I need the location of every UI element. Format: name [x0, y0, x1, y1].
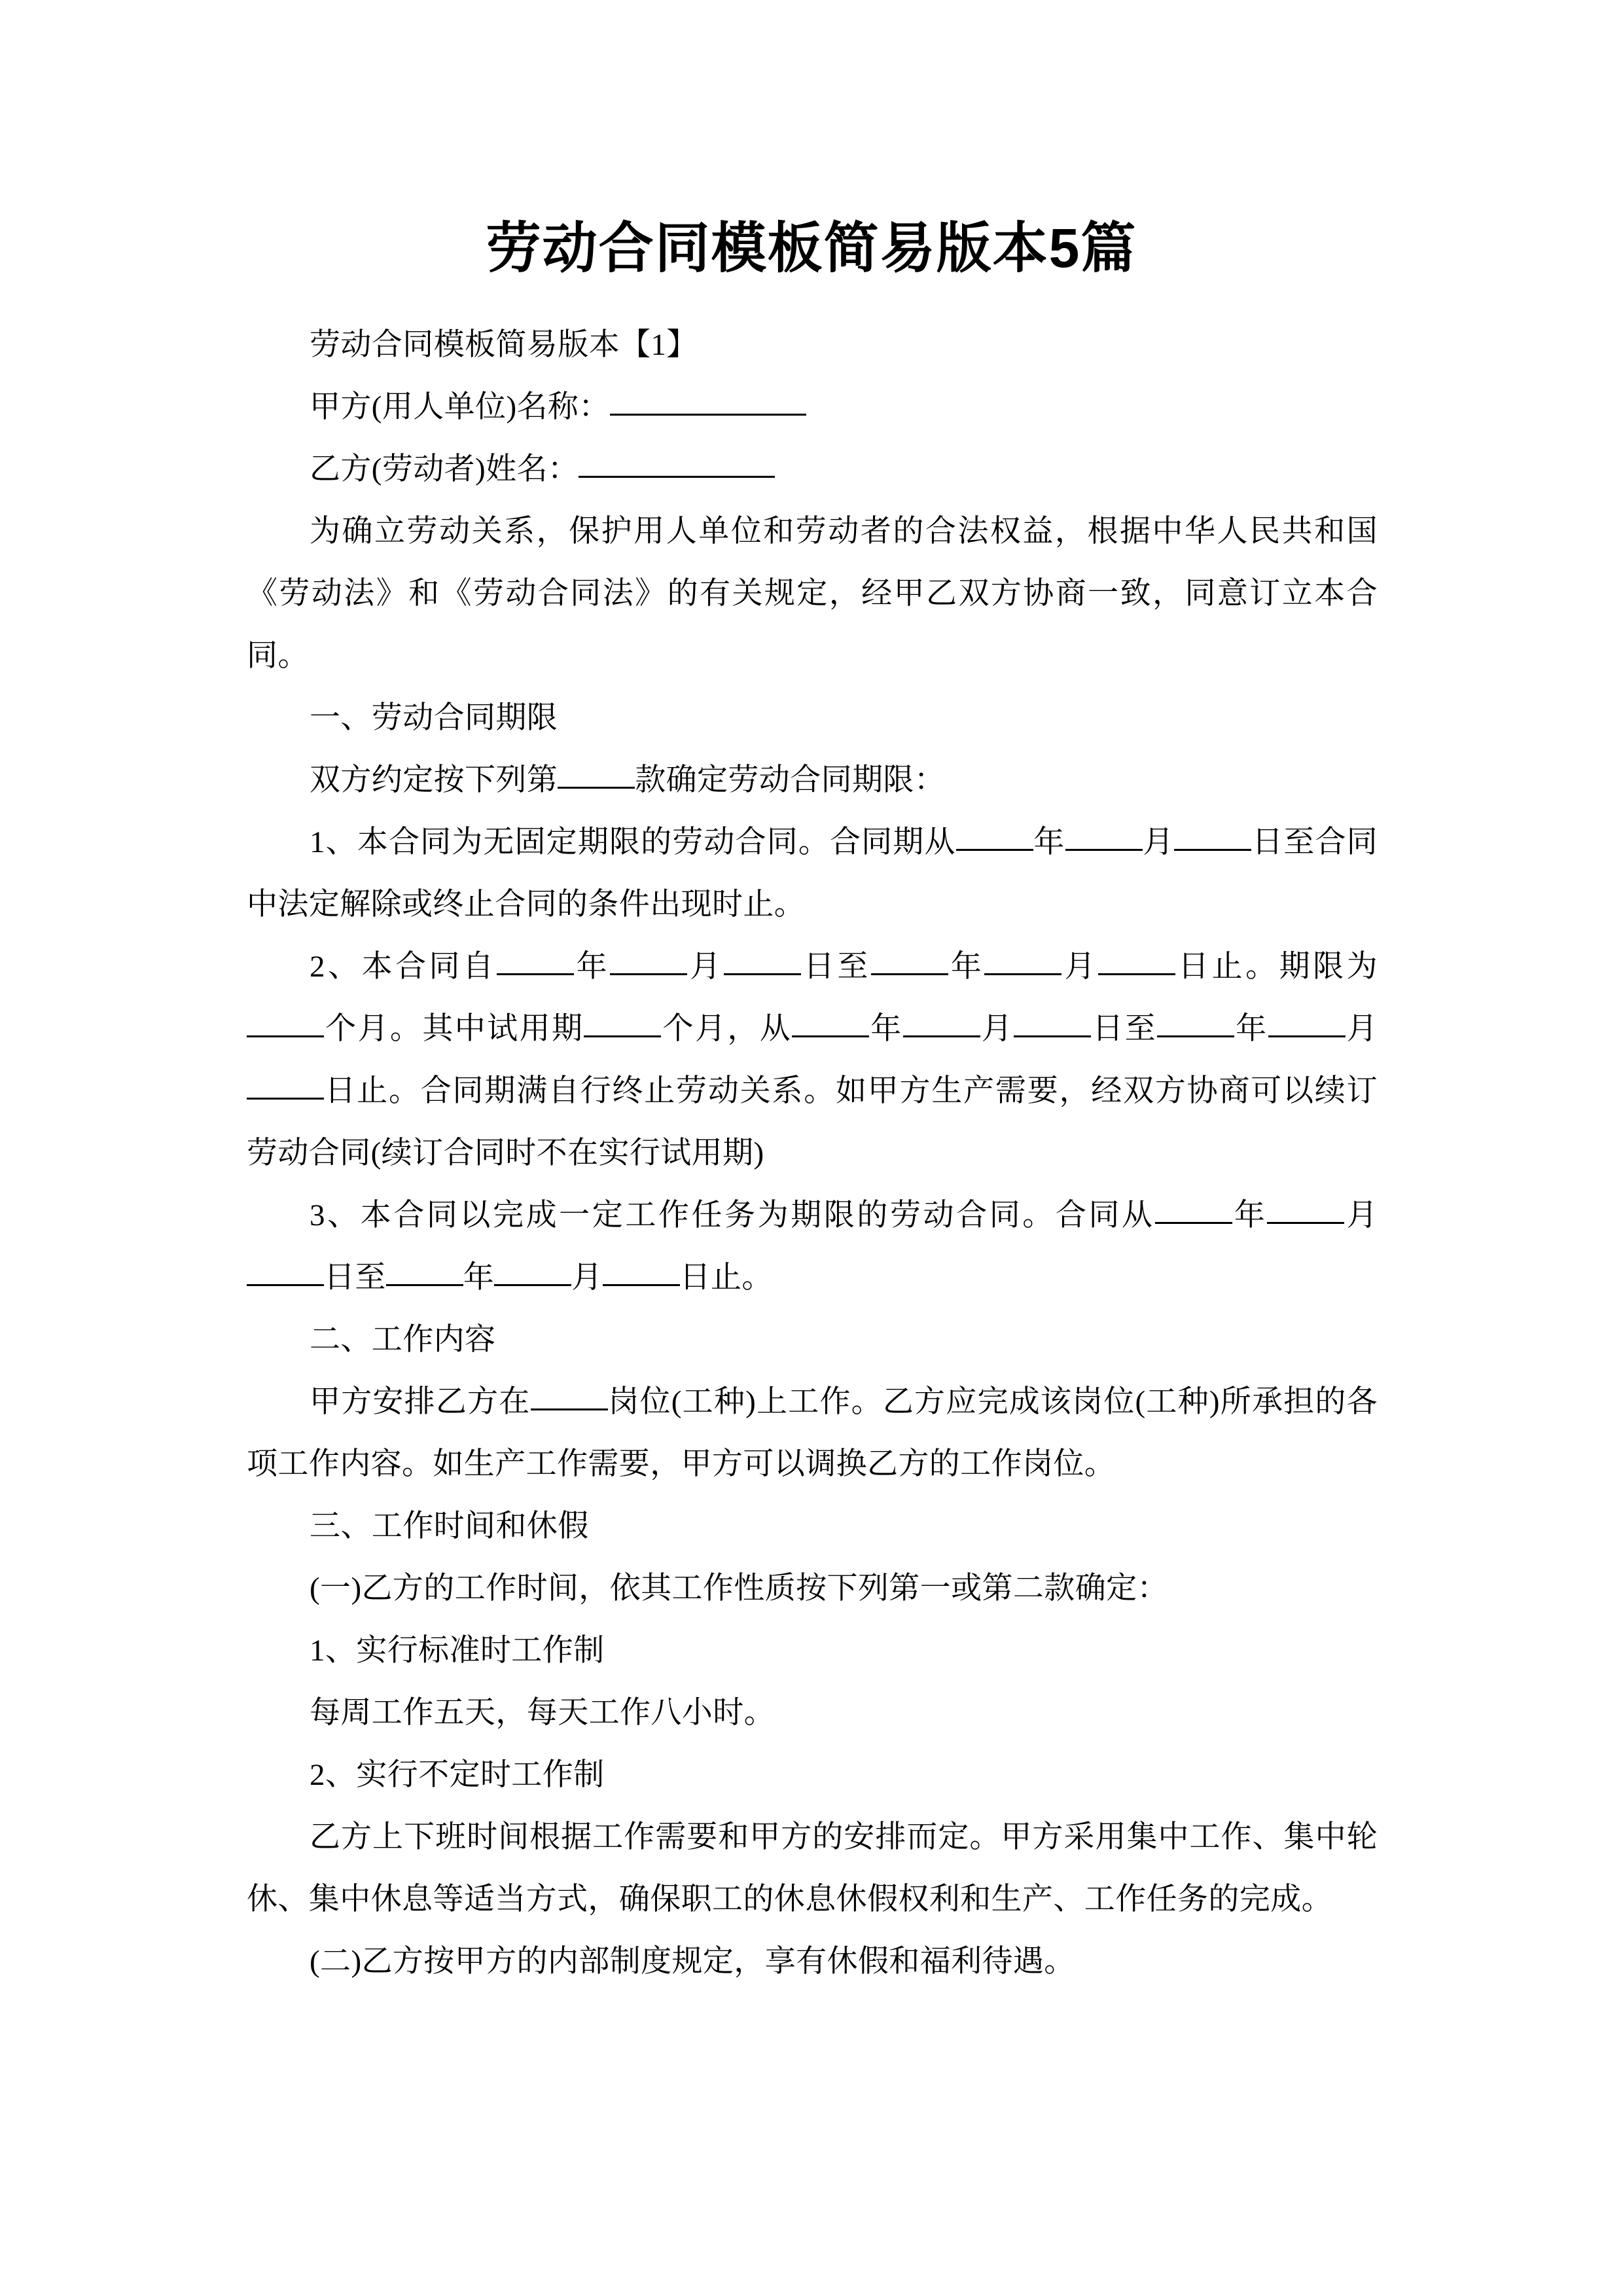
section-2-text-b: 岗位(工种)上工作。乙方应完成该岗位(工种)所承担的各项工作内容。如生产工作需要，甲方可以调换乙方的工作岗位。: [247, 1385, 1378, 1481]
party-a-label: 甲方(用人单位)名称：: [310, 390, 610, 424]
item2-day3-label: 日至: [1091, 1012, 1158, 1046]
term-item-1: [247, 812, 1378, 936]
section-1-lead-text-a: 双方约定按下列第: [310, 763, 558, 797]
item3-year1-blank[interactable]: [1155, 1222, 1232, 1224]
document-body: [247, 314, 1378, 1993]
party-b-blank[interactable]: [579, 476, 775, 478]
item1-year-label: 年: [1033, 825, 1065, 859]
item2-month3-label: 月: [980, 1012, 1014, 1046]
term-item-3-text-a: 3、本合同以完成一定工作任务为期限的劳动合同。合同从: [310, 1198, 1155, 1232]
item3-year2-label: 年: [463, 1261, 495, 1295]
item1-month-blank[interactable]: [1065, 849, 1143, 851]
item2-day2-label: 日止。期限为: [1175, 950, 1378, 984]
item2-months-label: 个月。其中试用期: [324, 1012, 584, 1046]
item1-day-blank[interactable]: [1174, 849, 1251, 851]
item2-month1-blank[interactable]: [610, 973, 687, 975]
item2-day4-blank[interactable]: [247, 1098, 324, 1100]
party-b-line: [247, 439, 1378, 501]
term-item-1-text-a: 1、本合同为无固定期限的劳动合同。合同期从: [310, 825, 956, 859]
item2-probation-label: 个月，从: [661, 1012, 793, 1046]
item3-year1-label: 年: [1232, 1198, 1268, 1232]
section-3-title: 三、工作时间和休假: [310, 1509, 589, 1543]
section-2-title: 二、工作内容: [310, 1323, 496, 1357]
item3-month2-blank[interactable]: [494, 1284, 571, 1286]
item1-month-label: 月: [1142, 825, 1175, 859]
party-a-blank[interactable]: [610, 414, 806, 416]
item3-month1-blank[interactable]: [1267, 1222, 1344, 1224]
item2-day3-blank[interactable]: [1014, 1035, 1091, 1037]
item2-year4-label: 年: [1234, 1012, 1268, 1046]
item1-day-label: 日: [1251, 825, 1284, 859]
section-1-lead-text-b: 款确定劳动合同期限：: [635, 763, 946, 797]
term-item-1-tail: 至合同中法定解除或终止合同的条件出现时止。: [247, 825, 1378, 922]
heading-template-1: 劳动合同模板简易版本【1】: [310, 328, 698, 362]
item3-month1-label: 月: [1344, 1198, 1378, 1232]
item2-year1-label: 年: [573, 950, 611, 984]
section-3-item-1-body: 每周工作五天，每天工作八小时。: [310, 1696, 775, 1730]
item2-year1-blank[interactable]: [497, 973, 574, 975]
item2-month2-blank[interactable]: [984, 973, 1061, 975]
section-3-item-1: 1、实行标准时工作制: [310, 1634, 605, 1668]
page-title: 劳动合同模板简易版本5篇: [486, 217, 1137, 279]
party-a-line: [247, 376, 1378, 439]
item2-month2-label: 月: [1061, 950, 1099, 984]
item2-year3-label: 年: [869, 1012, 903, 1046]
section-2-body: [247, 1371, 1378, 1496]
item2-month4-label: 月: [1345, 1012, 1378, 1046]
item3-month2-label: 月: [571, 1261, 603, 1295]
item3-day1-label: 日至: [324, 1261, 386, 1295]
item2-probation-blank[interactable]: [584, 1035, 661, 1037]
clause-number-blank[interactable]: [558, 787, 635, 789]
item2-day2-blank[interactable]: [1098, 973, 1175, 975]
item2-month1-label: 月: [687, 950, 724, 984]
item2-tail: 日止。合同期满自行终止劳动关系。如甲方生产需要，经双方协商可以续订劳动合同(续订合同时不在实行试用期): [247, 1074, 1378, 1170]
term-item-2-text-a: 2、本合同自: [310, 950, 497, 984]
item3-day2-blank[interactable]: [603, 1284, 680, 1286]
item2-day1-label: 日至: [800, 950, 871, 984]
section-3-sub-1: (一)乙方的工作时间，依其工作性质按下列第一或第二款确定：: [310, 1571, 1168, 1605]
item2-month4-blank[interactable]: [1268, 1035, 1346, 1037]
party-b-label: 乙方(劳动者)姓名：: [310, 452, 579, 486]
item2-duration-blank[interactable]: [247, 1035, 324, 1037]
preamble-paragraph: 为确立劳动关系，保护用人单位和劳动者的合法权益，根据中华人民共和国《劳动法》和《劳动合同法》的有关规定，经甲乙双方协商一致，同意订立本合同。: [247, 514, 1378, 673]
item1-year-blank[interactable]: [956, 849, 1033, 851]
item2-year3-blank[interactable]: [792, 1035, 869, 1037]
item2-year4-blank[interactable]: [1157, 1035, 1234, 1037]
term-item-2: [247, 936, 1378, 1185]
item2-year2-blank[interactable]: [871, 973, 948, 975]
item2-year2-label: 年: [948, 950, 985, 984]
section-1-lead: [247, 749, 1378, 812]
term-item-3: [247, 1185, 1378, 1309]
section-3-sub-2: (二)乙方按甲方的内部制度规定，享有休假和福利待遇。: [310, 1945, 1075, 1979]
section-1-title: 一、劳动合同期限: [310, 701, 558, 735]
item3-day1-blank[interactable]: [247, 1284, 324, 1286]
section-2-text-a: 甲方安排乙方在: [310, 1385, 531, 1419]
item2-day1-blank[interactable]: [724, 973, 801, 975]
section-3-item-2-body: 乙方上下班时间根据工作需要和甲方的安排而定。甲方采用集中工作、集中轮休、集中休息等适当方式，确保职工的休息休假权利和生产、工作任务的完成。: [247, 1820, 1378, 1916]
item2-month3-blank[interactable]: [903, 1035, 980, 1037]
item3-year2-blank[interactable]: [386, 1284, 463, 1286]
section-3-item-2: 2、实行不定时工作制: [310, 1758, 605, 1792]
item3-tail: 日止。: [679, 1261, 773, 1295]
position-blank[interactable]: [531, 1408, 608, 1410]
